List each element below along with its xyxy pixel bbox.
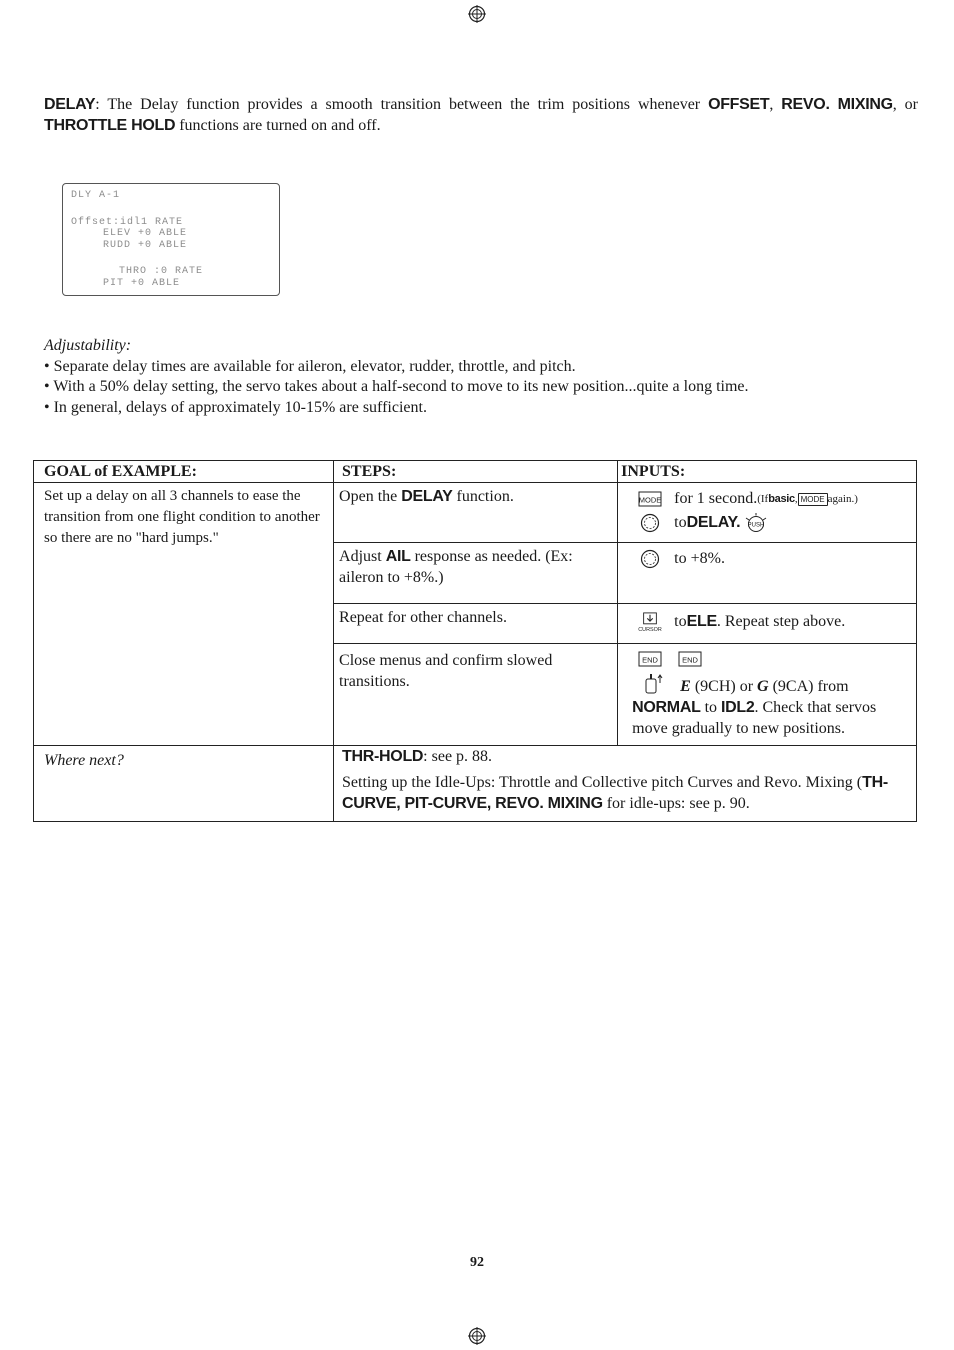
adjustability-title: Adjustability: (44, 337, 132, 354)
registration-mark-icon (468, 1327, 486, 1345)
next-line-2 (342, 772, 910, 814)
step1-key: DELAY (401, 488, 453, 505)
note-sep: , (794, 493, 798, 505)
intro-text: : The Delay function provides a smooth transition between the trim positions whenever (95, 96, 709, 113)
note-post: again.) (827, 493, 858, 505)
input-2 (618, 543, 917, 604)
cursor-key-icon (638, 612, 662, 632)
bullet-3: • In general, delays of approximately 10-15% are sufficient. (44, 398, 427, 416)
idl2-term: IDL2 (721, 699, 755, 716)
lcd-line-3: ELEV +0 ABLE (103, 228, 188, 239)
input4-t3: . Check that servos move gradually to new positions. (632, 699, 877, 737)
mode-key-icon (638, 489, 662, 509)
header-inputs: INPUTS: (618, 461, 917, 483)
curves-term: TH-CURVE, PIT-CURVE, REVO. MIXING (342, 774, 888, 812)
next2-post: for idle-ups: see p. 90. (602, 795, 750, 812)
adjustability-section (44, 336, 924, 418)
page-number: 92 (470, 1255, 484, 1270)
step2-key: AIL (385, 548, 411, 565)
delay-term: DELAY (44, 96, 96, 113)
lcd-line-4: RUDD +0 ABLE (103, 240, 188, 251)
where-next: Where next? (34, 746, 334, 822)
lcd-display (63, 184, 279, 295)
push-icon (743, 512, 769, 534)
svg-text:PUSH: PUSH (747, 522, 765, 529)
input3-post: . Repeat step above. (716, 613, 846, 630)
next-cell (334, 746, 917, 822)
input1b-pre: to (674, 514, 687, 531)
dial-icon (638, 513, 662, 533)
lcd-line-2: Offset:idl1 RATE (71, 217, 184, 228)
step1-pre: Open the (339, 488, 402, 505)
switch-e: E (680, 678, 691, 695)
header-goal: GOAL of EXAMPLE: (34, 461, 334, 483)
switch-g: G (757, 678, 769, 695)
svg-text:CURSOR: CURSOR (638, 627, 662, 632)
lcd-line-5: THRO :0 RATE (119, 266, 204, 277)
bullet-1: • Separate delay times are available for aileron, elevator, rudder, throttle, and pitch. (44, 357, 576, 375)
step-1 (334, 483, 618, 543)
sep: , (769, 96, 782, 113)
step-3: Repeat for other channels. (334, 604, 618, 644)
intro-text-end: functions are turned on and off. (175, 117, 381, 134)
intro-paragraph (44, 94, 918, 136)
input4-text (618, 670, 916, 741)
registration-mark-icon (468, 5, 486, 23)
example-table (33, 460, 917, 822)
thr-hold-term: THR-HOLD (342, 748, 424, 765)
lcd-line-6: PIT +0 ABLE (103, 278, 181, 289)
mode-key-small-icon: MODE (798, 493, 828, 506)
next2-pre: Setting up the Idle-Ups: Throttle and Collective pitch Curves and Revo. Mixing ( (342, 774, 863, 791)
step2-post: response as needed. (Ex: aileron to +8%.) (339, 548, 573, 586)
lcd-line-1: DLY A-1 (71, 190, 121, 201)
input-1 (618, 483, 917, 543)
revo-term: REVO. MIXING (781, 96, 893, 113)
input-3 (618, 604, 917, 644)
header-steps: STEPS: (334, 461, 618, 483)
lcd-screen (62, 183, 280, 296)
switch-icon (642, 673, 666, 695)
normal-term: NORMAL (632, 699, 701, 716)
dial-icon (638, 549, 662, 569)
input3-key: ELE (686, 613, 717, 630)
input3-pre: to (674, 613, 687, 630)
input4-to: to (700, 699, 722, 716)
input-4 (618, 644, 917, 746)
sep-or: , or (892, 96, 918, 113)
svg-text:MODE: MODE (638, 495, 662, 505)
offset-term: OFFSET (708, 96, 770, 113)
note-basic: basic (768, 493, 795, 505)
input4-t1: (9CH) or (690, 678, 758, 695)
input1-text: for 1 second. (674, 490, 758, 507)
input2-text: to +8%. (674, 550, 725, 567)
next-line-1 (342, 746, 910, 767)
step-4: Close menus and confirm slowed transitions. (334, 644, 618, 746)
goal-cell: Set up a delay on all 3 channels to ease the transition from one flight condition to another so there are no "hard jumps." (34, 483, 334, 746)
throttle-hold-term: THROTTLE HOLD (44, 117, 176, 134)
svg-text:END: END (682, 655, 699, 665)
input4-t2: (9CA) from (768, 678, 849, 695)
next1-post: : see p. 88. (423, 748, 493, 765)
svg-text:END: END (642, 655, 659, 665)
end-key-icon (638, 649, 662, 669)
input1b-key: DELAY. (686, 514, 741, 531)
end-key-icon (678, 649, 702, 669)
bullet-2: • With a 50% delay setting, the servo takes about a half-second to move to its new position...quite a long time. (44, 378, 749, 395)
note-pre: (If (757, 493, 769, 505)
step-2 (334, 543, 618, 604)
step1-post: function. (452, 488, 514, 505)
step2-pre: Adjust (339, 548, 386, 565)
